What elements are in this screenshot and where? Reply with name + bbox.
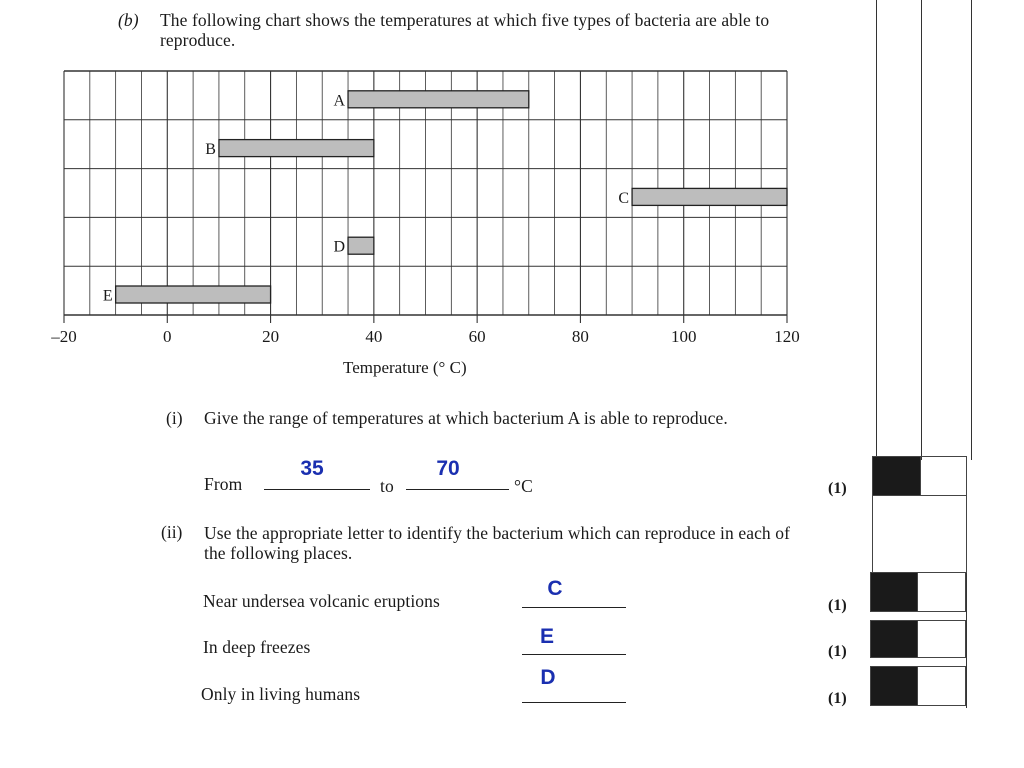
margin-line-mid	[921, 0, 922, 460]
place-answer-freezes[interactable]: E	[539, 625, 554, 648]
margin-gap	[872, 495, 967, 573]
x-tick-label: –20	[51, 327, 77, 346]
to-answer[interactable]: 70	[436, 457, 460, 480]
examiner-mark-box-freezes	[870, 620, 918, 658]
x-tick-label: 20	[262, 327, 280, 346]
bar-a	[348, 91, 529, 108]
x-tick-label: 120	[774, 327, 800, 346]
place-answer-line-humans	[522, 702, 626, 703]
place-label-humans: Only in living humans	[201, 684, 361, 704]
mark-volcanic: (1)	[828, 597, 847, 614]
sub-question-ii-number: (ii)	[161, 522, 183, 542]
examiner-mark-box-i	[872, 456, 921, 496]
examiner-mark-box-humans	[870, 666, 918, 706]
marker-box-freezes	[917, 620, 966, 658]
x-tick-label: 100	[670, 327, 697, 346]
question-intro: The following chart shows the temperatures at which five types of bacteria are able to reproduce.	[160, 10, 770, 50]
marker-box-humans	[917, 666, 966, 706]
mark-humans: (1)	[828, 690, 847, 707]
marker-box-volcanic	[917, 572, 966, 612]
marker-box-i	[920, 456, 967, 496]
sub-question-ii-text: Use the appropriate letter to identify the bacterium which can reproduce in each of the following places.	[204, 523, 791, 563]
place-answer-volcanic[interactable]: C	[547, 577, 563, 600]
to-label: to	[380, 476, 394, 496]
from-answer[interactable]: 35	[300, 457, 324, 480]
bar-e	[116, 286, 271, 303]
x-tick-label: 80	[571, 327, 589, 346]
x-axis-title: Temperature (° C)	[343, 358, 467, 377]
place-answer-humans[interactable]: D	[540, 666, 556, 689]
x-tick-label: 0	[163, 327, 172, 346]
chart-ticks	[50, 327, 800, 346]
bar-label-b: B	[205, 141, 216, 159]
x-tick-label: 60	[468, 327, 486, 346]
sub-question-i-text: Give the range of temperatures at which bacterium A is able to reproduce.	[204, 408, 728, 428]
place-label-volcanic: Near undersea volcanic eruptions	[203, 591, 440, 611]
from-label: From	[204, 474, 243, 494]
margin-line-right	[971, 0, 972, 460]
bar-label-a: A	[333, 92, 346, 110]
bar-c	[632, 188, 787, 205]
margin-line-left	[876, 0, 877, 460]
to-answer-line	[406, 489, 509, 490]
x-tick-label: 40	[365, 327, 383, 346]
sub-question-i-number: (i)	[166, 408, 183, 428]
mark-freezes: (1)	[828, 643, 847, 660]
bar-d	[348, 237, 374, 254]
examiner-mark-box-volcanic	[870, 572, 918, 612]
place-label-freezes: In deep freezes	[203, 637, 311, 657]
place-answer-line-freezes	[522, 654, 626, 655]
chart-bars	[103, 91, 787, 305]
place-answer-line-volcanic	[522, 607, 626, 608]
unit-label: °C	[514, 476, 533, 496]
bar-b	[219, 140, 374, 157]
mark-sub-i: (1)	[828, 480, 847, 497]
bar-label-c: C	[618, 189, 630, 207]
from-answer-line	[264, 489, 370, 490]
part-label: (b)	[118, 10, 139, 30]
bar-label-d: D	[333, 238, 346, 256]
bar-label-e: E	[102, 287, 113, 305]
